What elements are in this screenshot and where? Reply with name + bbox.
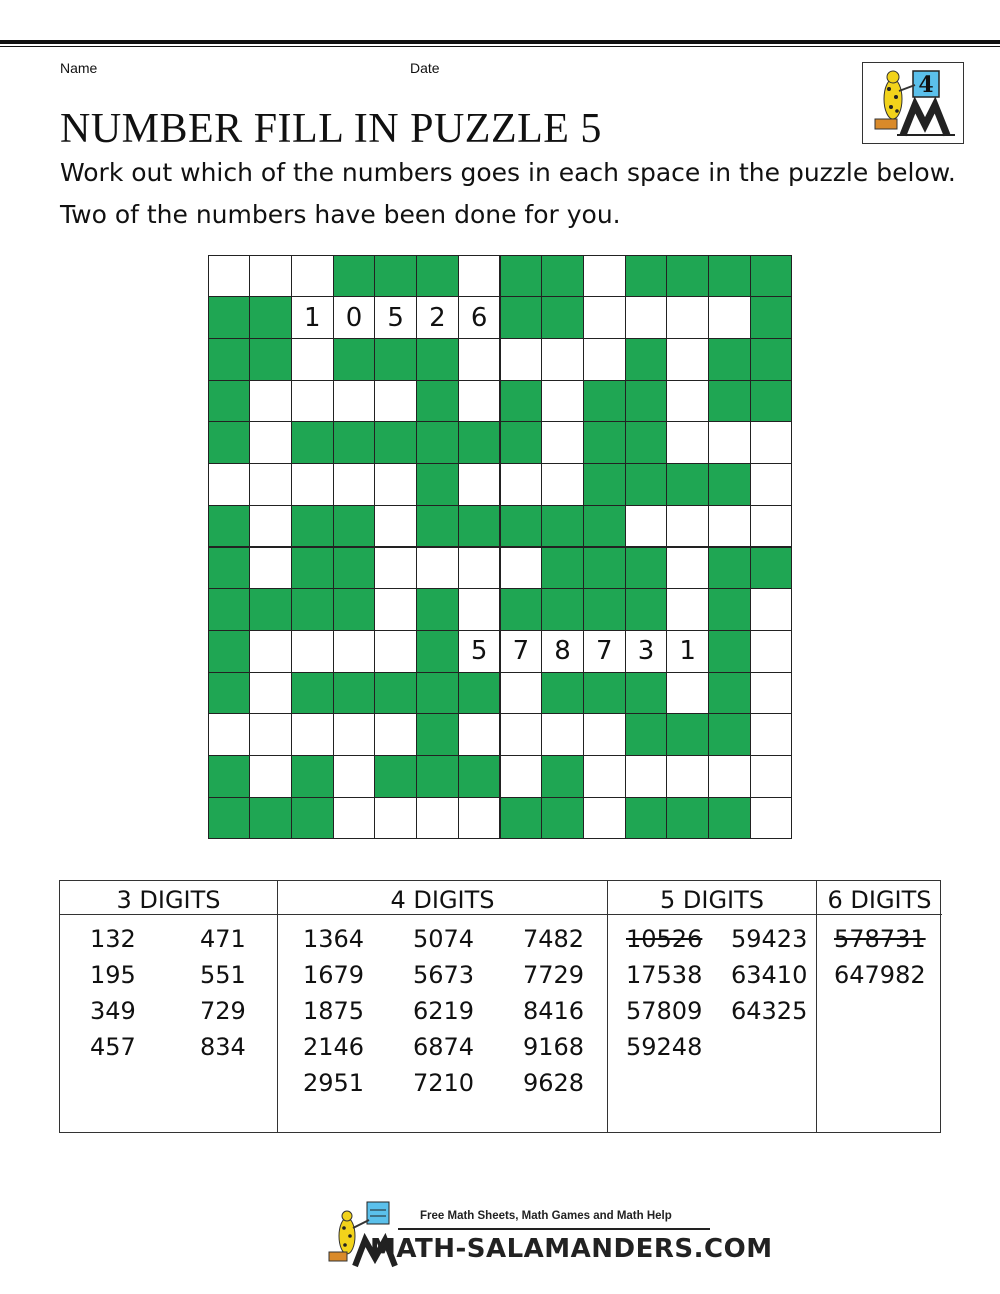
grid-cell-empty[interactable] bbox=[333, 713, 376, 756]
puzzle-grid bbox=[208, 255, 792, 839]
grid-cell-empty[interactable]: 8 bbox=[541, 630, 584, 673]
grid-cell-empty[interactable] bbox=[666, 380, 709, 423]
grid-cell-empty[interactable] bbox=[249, 547, 292, 590]
bank-sub-column bbox=[626, 921, 702, 1065]
grid-cell-filled bbox=[291, 755, 334, 798]
grid-cell-filled bbox=[750, 547, 793, 590]
grid-cell-empty[interactable] bbox=[458, 463, 501, 506]
number-bank-table bbox=[59, 880, 941, 1133]
grid-cell-filled bbox=[625, 713, 668, 756]
footer-tagline: Free Math Sheets, Math Games and Math Help bbox=[420, 1210, 672, 1222]
grid-cell-filled bbox=[708, 672, 751, 715]
grid-cell-empty[interactable] bbox=[374, 797, 417, 840]
grid-cell-filled bbox=[333, 505, 376, 548]
bank-number: 59423 bbox=[731, 925, 808, 953]
bank-number: 1364 bbox=[303, 925, 365, 953]
grade-logo bbox=[862, 62, 964, 144]
bank-column-6-digits bbox=[816, 881, 942, 1132]
grid-cell-filled bbox=[208, 588, 251, 631]
grid-cell-filled bbox=[541, 505, 584, 548]
grid-cell-filled bbox=[374, 421, 417, 464]
grid-cell-empty[interactable]: 5 bbox=[458, 630, 501, 673]
bank-number: 195 bbox=[90, 961, 136, 989]
grid-cell-empty[interactable] bbox=[750, 755, 793, 798]
grid-cell-empty[interactable] bbox=[750, 672, 793, 715]
grid-cell-empty[interactable] bbox=[666, 588, 709, 631]
grid-cell-filled bbox=[291, 505, 334, 548]
grid-cell-filled bbox=[500, 421, 543, 464]
grid-cell-empty[interactable] bbox=[750, 588, 793, 631]
grid-cell-filled bbox=[541, 588, 584, 631]
bank-number: 6874 bbox=[413, 1033, 475, 1061]
grid-cell-filled bbox=[374, 255, 417, 298]
bank-number: 1679 bbox=[303, 961, 365, 989]
grid-cell-empty[interactable] bbox=[249, 713, 292, 756]
bank-number: 5673 bbox=[413, 961, 475, 989]
grid-cell-empty[interactable] bbox=[500, 463, 543, 506]
grid-cell-filled bbox=[708, 463, 751, 506]
bank-number: 834 bbox=[200, 1033, 246, 1061]
grid-cell-filled bbox=[541, 755, 584, 798]
grid-cell-empty[interactable] bbox=[208, 463, 251, 506]
grid-cell-empty[interactable] bbox=[458, 547, 501, 590]
grid-cell-filled bbox=[249, 338, 292, 381]
grid-cell-empty[interactable] bbox=[750, 505, 793, 548]
grid-cell-filled bbox=[541, 672, 584, 715]
grid-cell-empty[interactable] bbox=[708, 296, 751, 339]
grid-cell-empty[interactable] bbox=[333, 797, 376, 840]
grid-cell-filled bbox=[458, 672, 501, 715]
bank-column-heading: 5 DIGITS bbox=[608, 881, 816, 915]
grid-cell-filled bbox=[416, 380, 459, 423]
grid-cell-empty[interactable] bbox=[291, 338, 334, 381]
grid-cell-empty[interactable] bbox=[374, 547, 417, 590]
grid-cell-empty[interactable]: 1 bbox=[666, 630, 709, 673]
grid-cell-empty[interactable] bbox=[666, 421, 709, 464]
bank-number: 7482 bbox=[523, 925, 585, 953]
bank-number: 17538 bbox=[626, 961, 703, 989]
grid-cell-filled bbox=[416, 338, 459, 381]
grid-cell-filled bbox=[750, 296, 793, 339]
grid-cell-filled bbox=[625, 463, 668, 506]
grid-cell-empty[interactable] bbox=[666, 338, 709, 381]
grid-cell-filled bbox=[750, 380, 793, 423]
top-rule-thin bbox=[0, 46, 1000, 47]
grid-cell-empty[interactable] bbox=[666, 672, 709, 715]
bank-number: 647982 bbox=[834, 961, 926, 989]
grid-cell-empty[interactable] bbox=[291, 463, 334, 506]
grid-cell-empty[interactable] bbox=[541, 338, 584, 381]
grid-cell-empty[interactable] bbox=[249, 630, 292, 673]
grid-cell-empty[interactable] bbox=[500, 713, 543, 756]
grid-cell-filled bbox=[708, 713, 751, 756]
grade-number: 4 bbox=[918, 72, 934, 98]
instruction-line-2: Two of the numbers have been done for you. bbox=[60, 200, 621, 229]
grid-cell-empty[interactable] bbox=[333, 463, 376, 506]
grid-cell-filled bbox=[208, 630, 251, 673]
grid-cell-filled bbox=[291, 588, 334, 631]
grid-cell-empty[interactable] bbox=[458, 588, 501, 631]
grid-cell-filled bbox=[708, 588, 751, 631]
grid-cell-filled bbox=[333, 338, 376, 381]
bank-sub-column bbox=[834, 921, 926, 993]
grid-cell-filled bbox=[333, 588, 376, 631]
grid-cell-empty[interactable] bbox=[583, 296, 626, 339]
grid-cell-filled bbox=[249, 296, 292, 339]
grid-cell-filled bbox=[208, 547, 251, 590]
grid-cell-filled bbox=[416, 755, 459, 798]
grid-cell-empty[interactable] bbox=[458, 255, 501, 298]
bank-number: 551 bbox=[200, 961, 246, 989]
grid-cell-filled bbox=[750, 338, 793, 381]
grid-cell-filled bbox=[708, 255, 751, 298]
grid-cell-empty[interactable] bbox=[500, 547, 543, 590]
grid-cell-empty[interactable] bbox=[458, 380, 501, 423]
grid-cell-empty[interactable] bbox=[374, 505, 417, 548]
bank-number: 2146 bbox=[303, 1033, 365, 1061]
grid-cell-empty[interactable] bbox=[750, 797, 793, 840]
grid-cell-empty[interactable] bbox=[541, 713, 584, 756]
bank-number: 59248 bbox=[626, 1033, 703, 1061]
grid-cell-empty[interactable] bbox=[249, 421, 292, 464]
grid-cell-filled bbox=[708, 547, 751, 590]
bank-number: 457 bbox=[90, 1033, 136, 1061]
grid-cell-filled bbox=[583, 421, 626, 464]
grid-cell-empty[interactable] bbox=[333, 380, 376, 423]
grid-cell-empty[interactable] bbox=[666, 296, 709, 339]
grid-cell-empty[interactable] bbox=[374, 588, 417, 631]
grid-cell-filled bbox=[583, 672, 626, 715]
grid-cell-empty[interactable] bbox=[374, 713, 417, 756]
grid-cell-empty[interactable] bbox=[500, 755, 543, 798]
grid-cell-filled bbox=[249, 588, 292, 631]
top-rule bbox=[0, 40, 1000, 44]
grid-cell-filled bbox=[208, 755, 251, 798]
grid-cell-empty[interactable] bbox=[666, 505, 709, 548]
grid-cell-filled bbox=[625, 255, 668, 298]
grid-cell-filled bbox=[208, 505, 251, 548]
bank-column-heading: 6 DIGITS bbox=[817, 881, 942, 915]
grid-cell-filled bbox=[374, 338, 417, 381]
bank-number: 2951 bbox=[303, 1069, 365, 1097]
grid-cell-empty[interactable] bbox=[374, 380, 417, 423]
grid-cell-empty[interactable] bbox=[625, 505, 668, 548]
bank-sub-column bbox=[200, 921, 246, 1065]
grid-cell-filled bbox=[208, 797, 251, 840]
grid-cell-filled bbox=[291, 547, 334, 590]
grid-cell-filled bbox=[374, 755, 417, 798]
grid-cell-filled bbox=[291, 421, 334, 464]
bank-column-heading: 3 DIGITS bbox=[60, 881, 277, 915]
grid-cell-filled bbox=[416, 421, 459, 464]
grid-cell-empty[interactable]: 1 bbox=[291, 296, 334, 339]
instruction-line-1: Work out which of the numbers goes in each space in the puzzle below. bbox=[60, 158, 956, 187]
grid-cell-filled bbox=[708, 797, 751, 840]
grid-cell-filled bbox=[500, 505, 543, 548]
grid-cell-filled bbox=[625, 797, 668, 840]
grid-cell-filled bbox=[416, 713, 459, 756]
grid-cell-empty[interactable] bbox=[458, 338, 501, 381]
grid-cell-empty[interactable] bbox=[249, 380, 292, 423]
grid-cell-empty[interactable] bbox=[583, 713, 626, 756]
grid-cell-filled bbox=[541, 797, 584, 840]
grid-cell-empty[interactable] bbox=[500, 338, 543, 381]
grid-cell-filled bbox=[416, 588, 459, 631]
grid-cell-filled bbox=[750, 255, 793, 298]
grid-cell-filled bbox=[500, 296, 543, 339]
grid-cell-empty[interactable] bbox=[208, 255, 251, 298]
bank-sub-column bbox=[303, 921, 364, 1101]
bank-number: 9628 bbox=[523, 1069, 585, 1097]
bank-number: 349 bbox=[90, 997, 136, 1025]
grid-cell-filled bbox=[625, 547, 668, 590]
grid-cell-empty[interactable] bbox=[333, 755, 376, 798]
bank-column-4-digits bbox=[277, 881, 607, 1132]
bank-number: 64325 bbox=[731, 997, 808, 1025]
grid-cell-filled bbox=[458, 421, 501, 464]
grid-cell-filled bbox=[708, 338, 751, 381]
grid-cell-empty[interactable] bbox=[291, 255, 334, 298]
grid-cell-empty[interactable] bbox=[291, 713, 334, 756]
bank-number-used: 578731 bbox=[834, 925, 926, 953]
grid-cell-empty[interactable] bbox=[625, 296, 668, 339]
grid-cell-filled bbox=[208, 296, 251, 339]
bank-number: 7210 bbox=[413, 1069, 475, 1097]
grid-cell-filled bbox=[583, 588, 626, 631]
bank-column-5-digits bbox=[607, 881, 816, 1132]
grid-cell-filled bbox=[458, 505, 501, 548]
grid-cell-filled bbox=[416, 463, 459, 506]
bank-number: 63410 bbox=[731, 961, 808, 989]
grid-cell-empty[interactable] bbox=[458, 797, 501, 840]
grid-cell-empty[interactable] bbox=[750, 713, 793, 756]
grid-cell-filled bbox=[583, 505, 626, 548]
grid-cell-filled bbox=[500, 588, 543, 631]
bank-number: 5074 bbox=[413, 925, 475, 953]
bank-sub-column bbox=[523, 921, 584, 1101]
bank-number-used: 10526 bbox=[626, 925, 703, 953]
grid-cell-empty[interactable] bbox=[374, 463, 417, 506]
footer-rule bbox=[398, 1228, 710, 1230]
grid-cell-filled bbox=[625, 672, 668, 715]
grid-cell-filled bbox=[541, 296, 584, 339]
grid-cell-filled bbox=[666, 713, 709, 756]
bank-number: 8416 bbox=[523, 997, 585, 1025]
grid-cell-filled bbox=[374, 672, 417, 715]
grid-cell-filled bbox=[208, 380, 251, 423]
grid-cell-empty[interactable] bbox=[249, 672, 292, 715]
grid-cell-empty[interactable] bbox=[374, 630, 417, 673]
grid-cell-filled bbox=[666, 797, 709, 840]
grid-cell-empty[interactable] bbox=[708, 755, 751, 798]
grid-cell-empty[interactable]: 0 bbox=[333, 296, 376, 339]
grid-cell-empty[interactable] bbox=[750, 630, 793, 673]
grid-cell-empty[interactable] bbox=[583, 797, 626, 840]
grid-cell-empty[interactable]: 6 bbox=[458, 296, 501, 339]
grid-cell-empty[interactable]: 7 bbox=[583, 630, 626, 673]
grid-cell-filled bbox=[625, 588, 668, 631]
grid-cell-empty[interactable] bbox=[583, 255, 626, 298]
grid-cell-filled bbox=[416, 505, 459, 548]
grid-cell-filled bbox=[666, 255, 709, 298]
grid-cell-filled bbox=[291, 797, 334, 840]
grid-cell-filled bbox=[541, 547, 584, 590]
grid-cell-empty[interactable] bbox=[708, 505, 751, 548]
grid-cell-empty[interactable] bbox=[291, 380, 334, 423]
grid-cell-filled bbox=[249, 797, 292, 840]
grid-cell-empty[interactable] bbox=[583, 338, 626, 381]
grid-cell-filled bbox=[291, 672, 334, 715]
grid-cell-filled bbox=[625, 380, 668, 423]
grid-cell-filled bbox=[625, 338, 668, 381]
grid-cell-filled bbox=[500, 380, 543, 423]
bank-number: 9168 bbox=[523, 1033, 585, 1061]
grid-cell-empty[interactable] bbox=[541, 463, 584, 506]
grid-cell-empty[interactable]: 3 bbox=[625, 630, 668, 673]
grid-cell-empty[interactable] bbox=[625, 755, 668, 798]
grid-cell-filled bbox=[500, 797, 543, 840]
footer-site-link[interactable]: MATH-SALAMANDERS.COM bbox=[370, 1234, 773, 1264]
grid-cell-empty[interactable]: 5 bbox=[374, 296, 417, 339]
grid-cell-empty[interactable] bbox=[666, 755, 709, 798]
grid-cell-filled bbox=[333, 421, 376, 464]
grid-cell-empty[interactable] bbox=[708, 421, 751, 464]
grid-cell-filled bbox=[583, 380, 626, 423]
bank-sub-column bbox=[413, 921, 474, 1101]
grid-cell-empty[interactable] bbox=[541, 421, 584, 464]
grid-cell-filled bbox=[333, 672, 376, 715]
bank-number: 6219 bbox=[413, 997, 475, 1025]
grid-cell-filled bbox=[333, 547, 376, 590]
grid-cell-filled bbox=[416, 672, 459, 715]
grid-cell-filled bbox=[583, 463, 626, 506]
name-label: Name bbox=[60, 60, 98, 76]
grid-cell-empty[interactable] bbox=[249, 463, 292, 506]
bank-sub-column bbox=[90, 921, 136, 1065]
grid-cell-filled bbox=[500, 255, 543, 298]
bank-number: 7729 bbox=[523, 961, 585, 989]
grid-cell-empty[interactable] bbox=[500, 672, 543, 715]
grid-cell-filled bbox=[333, 255, 376, 298]
grid-cell-filled bbox=[625, 421, 668, 464]
grid-cell-empty[interactable] bbox=[750, 421, 793, 464]
bank-sub-column bbox=[731, 921, 807, 1029]
grid-cell-filled bbox=[708, 630, 751, 673]
grid-cell-filled bbox=[208, 338, 251, 381]
bank-column-3-digits bbox=[60, 881, 277, 1132]
grid-cell-empty[interactable] bbox=[583, 755, 626, 798]
grid-cell-filled bbox=[416, 255, 459, 298]
grid-cell-filled bbox=[208, 421, 251, 464]
grid-cell-empty[interactable] bbox=[249, 255, 292, 298]
grid-cell-empty[interactable] bbox=[333, 630, 376, 673]
bank-number: 132 bbox=[90, 925, 136, 953]
grid-cell-empty[interactable] bbox=[291, 630, 334, 673]
grid-cell-empty[interactable] bbox=[416, 797, 459, 840]
grid-cell-empty[interactable]: 7 bbox=[500, 630, 543, 673]
salamander-logo-icon bbox=[863, 63, 963, 143]
bank-number: 729 bbox=[200, 997, 246, 1025]
grid-cell-empty[interactable] bbox=[750, 463, 793, 506]
bank-column-heading: 4 DIGITS bbox=[278, 881, 607, 915]
grid-cell-filled bbox=[458, 755, 501, 798]
grid-cell-empty[interactable] bbox=[458, 713, 501, 756]
grid-cell-filled bbox=[666, 463, 709, 506]
grid-cell-empty[interactable] bbox=[249, 505, 292, 548]
bank-number: 57809 bbox=[626, 997, 703, 1025]
grid-cell-filled bbox=[583, 547, 626, 590]
grid-cell-empty[interactable] bbox=[666, 547, 709, 590]
bank-number: 471 bbox=[200, 925, 246, 953]
bank-number: 1875 bbox=[303, 997, 365, 1025]
date-label: Date bbox=[410, 60, 440, 76]
grid-cell-filled bbox=[416, 630, 459, 673]
page-title: NUMBER FILL IN PUZZLE 5 bbox=[60, 106, 602, 152]
grid-cell-empty[interactable] bbox=[541, 380, 584, 423]
grid-cell-filled bbox=[708, 380, 751, 423]
grid-cell-empty[interactable] bbox=[249, 755, 292, 798]
grid-cell-filled bbox=[541, 255, 584, 298]
grid-cell-empty[interactable]: 2 bbox=[416, 296, 459, 339]
grid-cell-empty[interactable] bbox=[208, 713, 251, 756]
grid-cell-empty[interactable] bbox=[416, 547, 459, 590]
grid-cell-filled bbox=[208, 672, 251, 715]
